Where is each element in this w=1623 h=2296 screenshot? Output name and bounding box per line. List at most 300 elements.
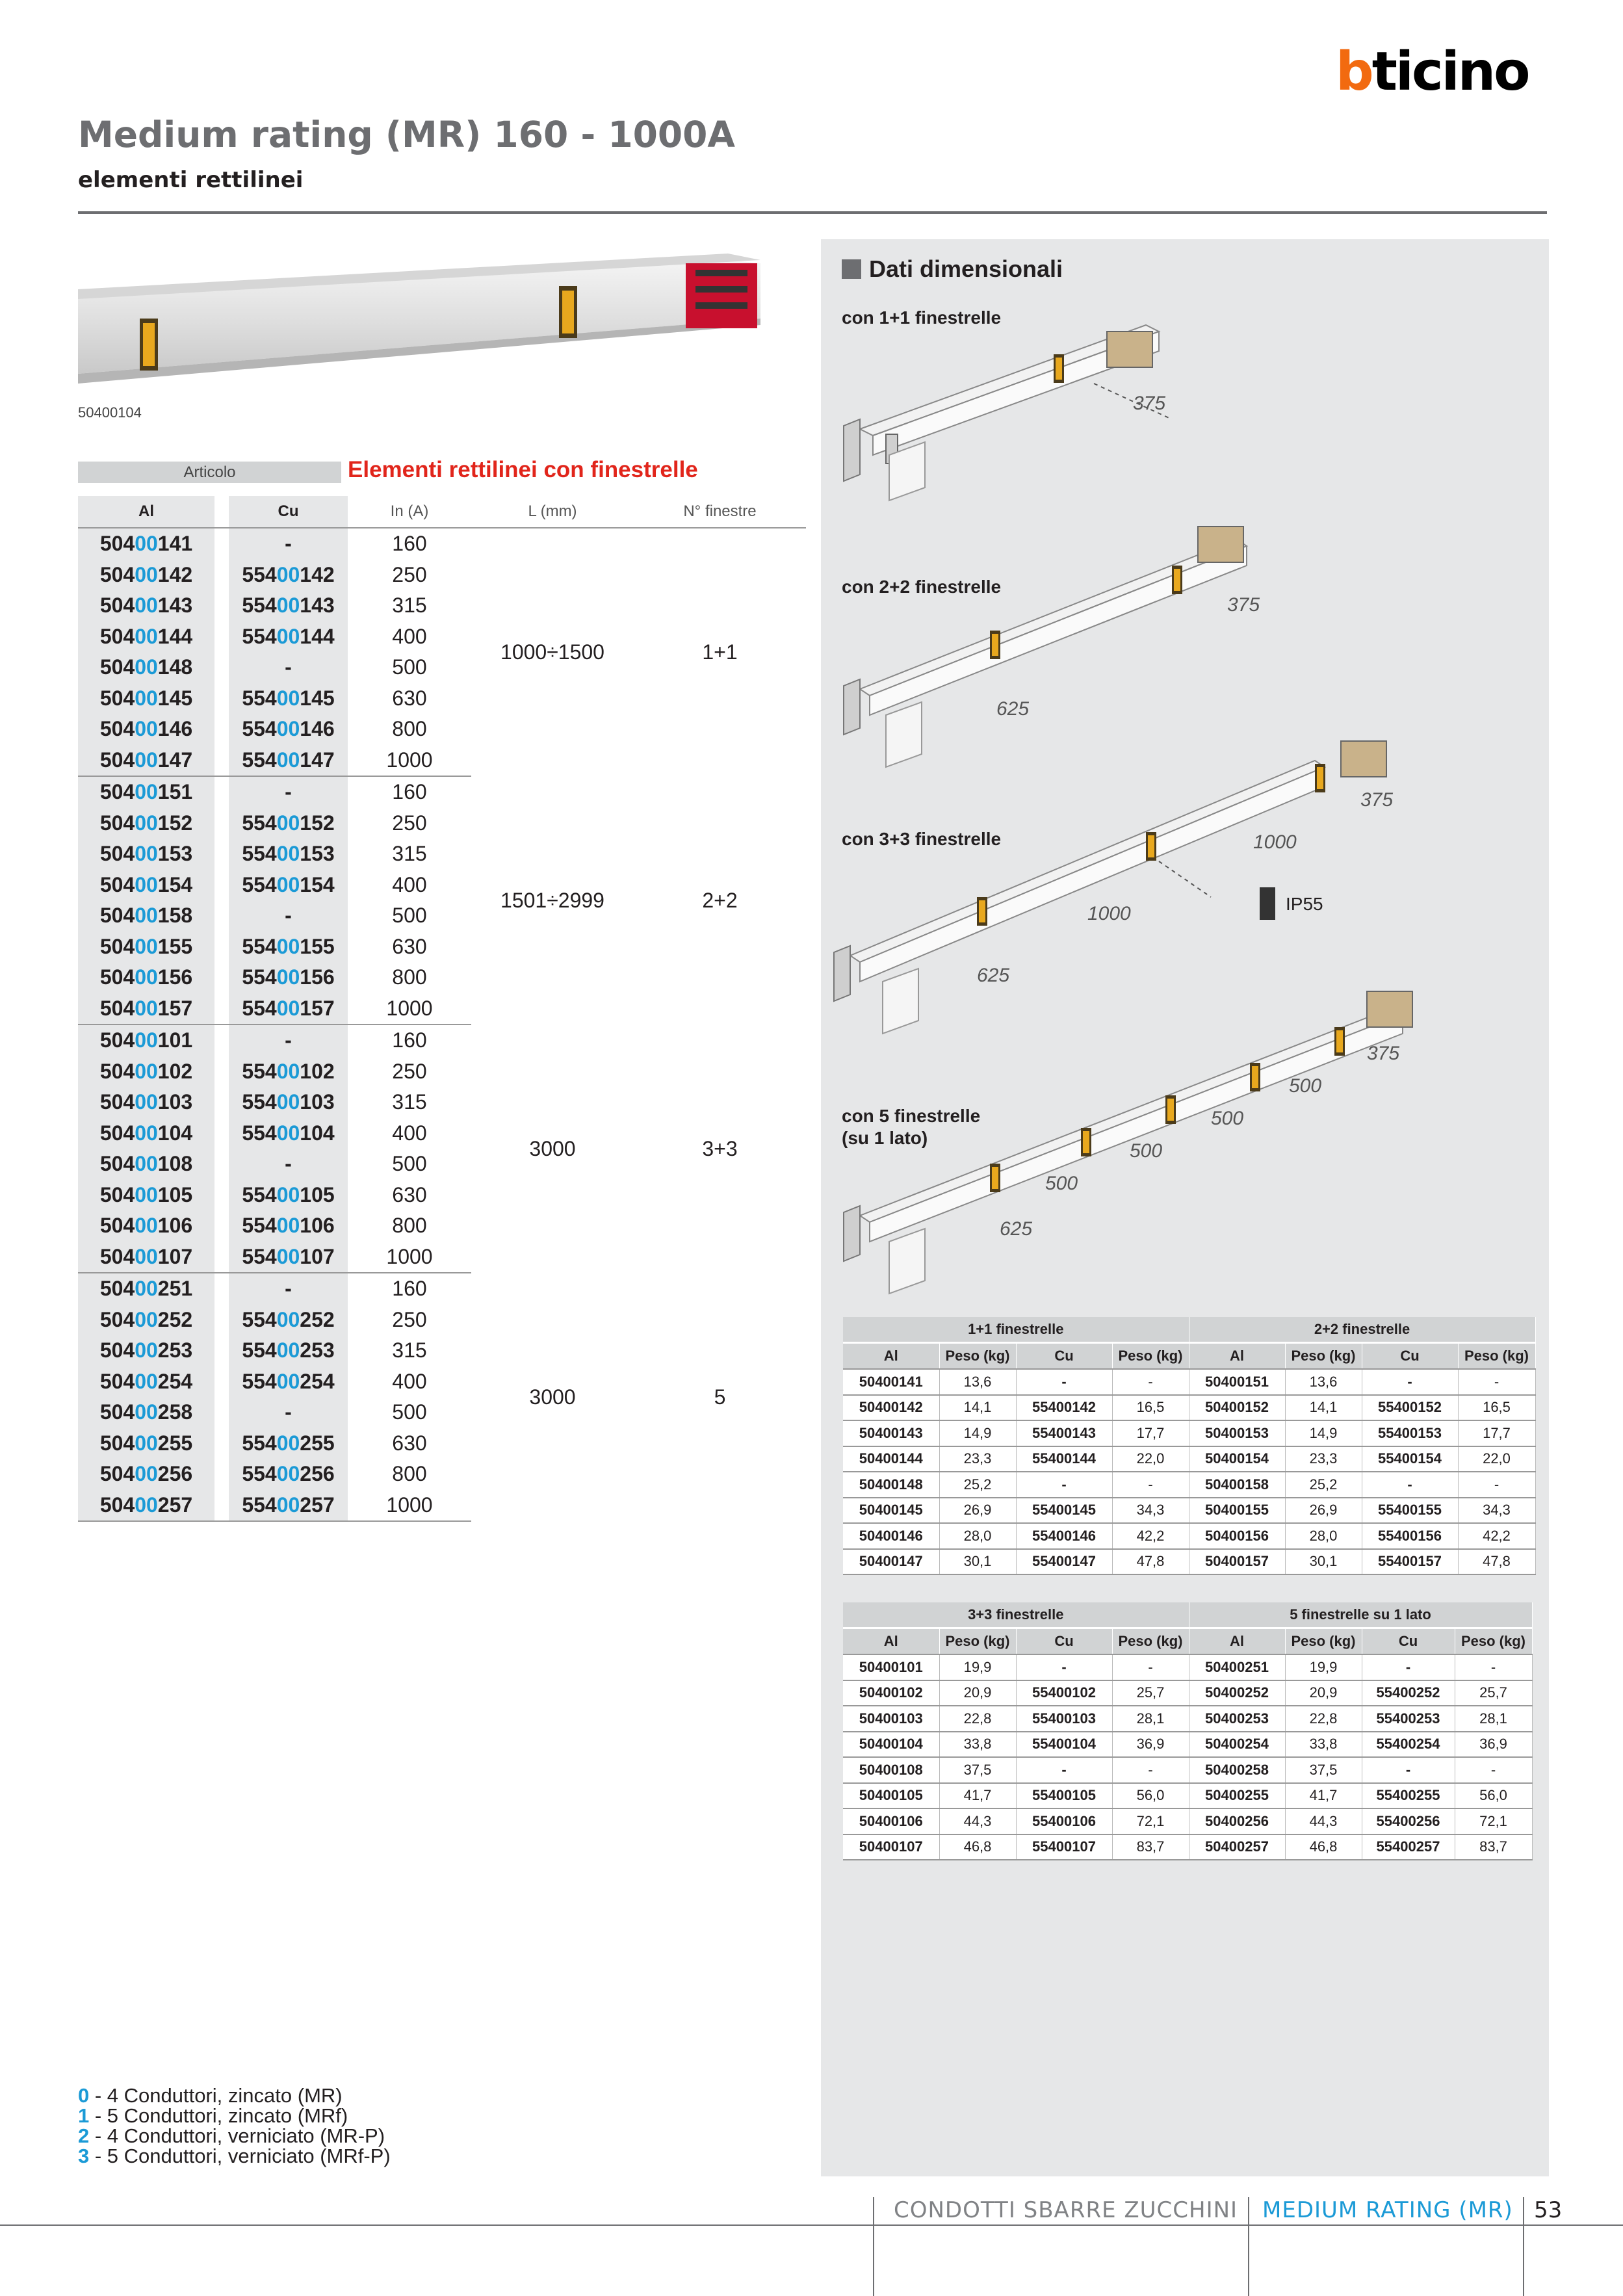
drawing-1plus1 (844, 325, 1172, 501)
al-code: 50400155 (78, 932, 214, 963)
cu-code: 55400105 (229, 1180, 348, 1211)
col-windows: N° finestre (634, 496, 806, 528)
weight-cell: 37,5 (939, 1757, 1016, 1783)
bticino-logo: bticino (1336, 41, 1529, 103)
code-cell: 50400101 (843, 1654, 939, 1680)
code-cell: 55400106 (1016, 1808, 1112, 1834)
dim-375-2: 375 (1227, 594, 1260, 616)
code-cell: 50400145 (843, 1498, 939, 1524)
code-cell: 50400158 (1189, 1472, 1285, 1498)
weight-cell: 14,1 (939, 1395, 1016, 1421)
rating-value: 160 (392, 532, 427, 556)
table-row (843, 1523, 1535, 1549)
caption-3plus3: con 3+3 finestrelle (842, 829, 1002, 849)
code-cell: 50400106 (843, 1808, 939, 1834)
table-row (843, 1834, 1532, 1860)
al-code: 50400108 (78, 1149, 214, 1180)
code-cell: 55400146 (1016, 1523, 1112, 1549)
windows-value: 3+3 (702, 1136, 738, 1160)
weight-cell: 23,3 (939, 1446, 1016, 1472)
code-cell: 50400102 (843, 1680, 939, 1706)
weight-table-1-left-title: 1+1 finestrelle (843, 1317, 1189, 1343)
weight-cell: 23,3 (1285, 1446, 1362, 1472)
weight-cell: 34,3 (1112, 1498, 1189, 1524)
al-code: 50400103 (78, 1087, 214, 1118)
weight-cell: 28,1 (1112, 1706, 1189, 1732)
cu-code: 55400155 (229, 932, 348, 963)
articles-table (78, 496, 806, 1522)
weight-cell: 25,7 (1455, 1680, 1532, 1706)
code-cell: 55400256 (1362, 1808, 1455, 1834)
weight-cell: 30,1 (939, 1549, 1016, 1575)
weight-cell: 22,8 (1285, 1706, 1362, 1732)
code-cell: 50400153 (1189, 1420, 1285, 1446)
weight-cell: 36,9 (1112, 1732, 1189, 1758)
weight-cell: 25,7 (1112, 1680, 1189, 1706)
header-rule (78, 211, 1547, 214)
code-cell: - (1362, 1757, 1455, 1783)
code-cell: 55400154 (1362, 1446, 1458, 1472)
code-cell: 55400155 (1362, 1498, 1458, 1524)
articolo-header: Articolo (78, 462, 341, 483)
rating-value: 1000 (348, 1490, 471, 1522)
weight-cell: 33,8 (939, 1732, 1016, 1758)
code-cell: 55400152 (1362, 1395, 1458, 1421)
dim-500-4c: 500 (1130, 1140, 1163, 1162)
rating-value: 315 (392, 594, 427, 618)
cu-code: 55400104 (229, 1118, 348, 1149)
al-code: 50400251 (78, 1273, 214, 1305)
col-length: L (mm) (471, 496, 634, 528)
rating-value: 500 (392, 1400, 427, 1424)
al-code: 50400257 (78, 1490, 214, 1522)
table-row (78, 776, 806, 808)
table-row (843, 1549, 1535, 1575)
weight-cell: 14,9 (939, 1420, 1016, 1446)
cu-code: 55400256 (229, 1459, 348, 1490)
drawing-5 (844, 991, 1412, 1294)
table-row (843, 1498, 1535, 1524)
weight-cell: 14,9 (1285, 1420, 1362, 1446)
table-row (843, 1757, 1532, 1783)
table-row (843, 1706, 1532, 1732)
legend (78, 2085, 391, 2166)
rating-value: 500 (392, 1152, 427, 1176)
weight-cell: - (1455, 1757, 1532, 1783)
weight-cell: 19,9 (939, 1654, 1016, 1680)
code-cell: 55400142 (1016, 1395, 1112, 1421)
code-cell: 50400251 (1189, 1654, 1285, 1680)
table-row (843, 1680, 1532, 1706)
windows-value: 5 (714, 1385, 726, 1409)
cu-code: 55400145 (229, 683, 348, 714)
weight-cell: - (1112, 1369, 1189, 1395)
code-cell: 55400104 (1016, 1732, 1112, 1758)
rating-value: 160 (392, 780, 427, 804)
cu-code: - (229, 1149, 348, 1180)
code-cell: 50400148 (843, 1472, 939, 1498)
code-cell: 50400141 (843, 1369, 939, 1395)
al-code: 50400107 (78, 1242, 214, 1273)
articles-table-header (78, 496, 806, 528)
table-row (843, 1783, 1532, 1809)
drawing-2plus2 (844, 527, 1260, 767)
code-cell: 50400108 (843, 1757, 939, 1783)
code-cell: 50400104 (843, 1732, 939, 1758)
al-code: 50400146 (78, 714, 214, 745)
rating-value: 250 (392, 811, 427, 835)
table-row (843, 1395, 1535, 1421)
legend-item: 2 - 4 Conduttori, verniciato (MR-P) (78, 2124, 385, 2147)
code-cell: 50400103 (843, 1706, 939, 1732)
weight-cell: 33,8 (1285, 1732, 1362, 1758)
al-code: 50400157 (78, 993, 214, 1025)
weight-cell: 20,9 (1285, 1680, 1362, 1706)
weight-cell: 46,8 (939, 1834, 1016, 1860)
code-cell: 55400157 (1362, 1549, 1458, 1575)
cu-code: - (229, 1273, 348, 1305)
photo-caption: 50400104 (78, 404, 142, 421)
code-cell: 55400103 (1016, 1706, 1112, 1732)
code-cell: 50400151 (1189, 1369, 1285, 1395)
code-cell: 55400105 (1016, 1783, 1112, 1809)
table-row (78, 1024, 806, 1056)
drawing-3plus3 (834, 741, 1393, 1034)
weight-table-2-left-title: 3+3 finestrelle (843, 1602, 1189, 1628)
code-cell: 55400257 (1362, 1834, 1455, 1860)
dim-500-4b: 500 (1211, 1108, 1244, 1129)
weight-cell: 72,1 (1455, 1808, 1532, 1834)
weight-cell: 17,7 (1458, 1420, 1535, 1446)
al-code: 50400143 (78, 590, 214, 621)
cu-code: 55400255 (229, 1428, 348, 1459)
cu-code: - (229, 528, 348, 560)
weight-cell: 44,3 (939, 1808, 1016, 1834)
rating-value: 630 (392, 686, 427, 710)
cu-code: 55400153 (229, 839, 348, 870)
footer-rule (0, 2224, 1623, 2226)
cu-code: - (229, 1024, 348, 1056)
rating-value: 250 (392, 1059, 427, 1083)
code-cell: 50400152 (1189, 1395, 1285, 1421)
cu-code: 55400152 (229, 808, 348, 839)
caption-5: con 5 finestrelle (842, 1106, 981, 1126)
weight-cell: 47,8 (1112, 1549, 1189, 1575)
code-cell: 50400157 (1189, 1549, 1285, 1575)
rating-value: 400 (392, 624, 427, 648)
dim-625-2: 625 (996, 698, 1030, 720)
code-cell: 55400143 (1016, 1420, 1112, 1446)
rating-value: 800 (392, 1214, 427, 1238)
cu-code: 55400143 (229, 590, 348, 621)
al-code: 50400102 (78, 1056, 214, 1088)
code-cell: 50400154 (1189, 1446, 1285, 1472)
weight-cell: 47,8 (1458, 1549, 1535, 1575)
al-code: 50400144 (78, 621, 214, 653)
weight-cell: 46,8 (1285, 1834, 1362, 1860)
weight-cell: 72,1 (1112, 1808, 1189, 1834)
cu-code: 55400156 (229, 962, 348, 993)
weight-cell: 16,5 (1458, 1395, 1535, 1421)
code-cell: 55400253 (1362, 1706, 1455, 1732)
weight-cell: - (1112, 1472, 1189, 1498)
cu-code: 55400147 (229, 745, 348, 777)
al-code: 50400253 (78, 1335, 214, 1366)
rating-value: 315 (392, 842, 427, 866)
code-cell: 50400258 (1189, 1757, 1285, 1783)
dim-375-1: 375 (1133, 393, 1166, 414)
weight-cell: 41,7 (939, 1783, 1016, 1809)
al-code: 50400141 (78, 528, 214, 560)
rating-value: 1000 (348, 745, 471, 777)
weight-cell: - (1112, 1654, 1189, 1680)
code-cell: 55400255 (1362, 1783, 1455, 1809)
cu-code: - (229, 1397, 348, 1428)
weight-cell: 19,9 (1285, 1654, 1362, 1680)
weight-cell: 37,5 (1285, 1757, 1362, 1783)
al-code: 50400151 (78, 776, 214, 808)
weight-cell: 56,0 (1112, 1783, 1189, 1809)
weight-cell: - (1455, 1654, 1532, 1680)
code-cell: 50400107 (843, 1834, 939, 1860)
dimensional-drawings (821, 260, 1549, 1300)
weight-cell: 42,2 (1112, 1523, 1189, 1549)
rating-value: 630 (392, 934, 427, 958)
weight-cell: - (1458, 1472, 1535, 1498)
table-row (78, 528, 806, 560)
al-code: 50400154 (78, 870, 214, 901)
al-code: 50400252 (78, 1305, 214, 1336)
legend-item: 0 - 4 Conduttori, zincato (MR) (78, 2084, 343, 2107)
weight-cell: 22,8 (939, 1706, 1016, 1732)
cu-code: 55400254 (229, 1366, 348, 1398)
rating-value: 160 (392, 1277, 427, 1301)
code-cell: 50400257 (1189, 1834, 1285, 1860)
length-value: 1000÷1500 (500, 640, 604, 664)
code-cell: 55400147 (1016, 1549, 1112, 1575)
code-cell: 50400147 (843, 1549, 939, 1575)
al-code: 50400148 (78, 652, 214, 683)
weight-table-1: 1+1 finestrelle 2+2 finestrelle Al Peso (kg) Cu Peso (kg) Al Peso (kg) Cu Peso (kg) 50400141 13,6 - - 50400151 13,6 - - 50400142 14,1 55400142 16,5 50400152 14,1 55400152 16,5 50400143 14,9 55400143 17,7 50400153 14,9 55400153 17,7 50400144 23,3 55400144 22,0 50400154 23,3 55400154 22,0 50400148 25,2 - - 50400158 25,2 - - 50400145 26,9 55400145 34,3 50400155 26,9 55400155 34,3 50400146 28,0 55400146 42,2 50400156 28,0 55400156 42,2 50400147 30,1 55400147 47,8 50400157 30,1 55400157 47,8 (843, 1317, 1536, 1575)
dim-1000-3a: 1000 (1253, 831, 1297, 853)
weight-cell: 25,2 (939, 1472, 1016, 1498)
al-code: 50400254 (78, 1366, 214, 1398)
length-value: 1501÷2999 (500, 888, 604, 912)
code-cell: 55400107 (1016, 1834, 1112, 1860)
weight-cell: 13,6 (1285, 1369, 1362, 1395)
weight-cell: 17,7 (1112, 1420, 1189, 1446)
weight-cell: 83,7 (1455, 1834, 1532, 1860)
dim-1000-3b: 1000 (1087, 903, 1131, 924)
col-in: In (A) (348, 496, 471, 528)
table-row (843, 1808, 1532, 1834)
code-cell: - (1016, 1757, 1112, 1783)
weight-cell: 26,9 (939, 1498, 1016, 1524)
cu-code: 55400107 (229, 1242, 348, 1273)
code-cell: 50400146 (843, 1523, 939, 1549)
dim-500-4a: 500 (1289, 1075, 1322, 1097)
weight-cell: - (1458, 1369, 1535, 1395)
dim-625-4: 625 (1000, 1218, 1033, 1240)
cu-code: 55400144 (229, 621, 348, 653)
rating-value: 400 (392, 1121, 427, 1145)
footer-divider (1248, 2197, 1249, 2296)
footer-divider (1523, 2197, 1524, 2296)
code-cell: 50400142 (843, 1395, 939, 1421)
legend-item: 3 - 5 Conduttori, verniciato (MRf-P) (78, 2145, 391, 2167)
al-code: 50400256 (78, 1459, 214, 1490)
weight-cell: 22,0 (1112, 1446, 1189, 1472)
rating-value: 630 (392, 1431, 427, 1455)
rating-value: 500 (392, 655, 427, 679)
al-code: 50400106 (78, 1210, 214, 1242)
code-cell: 50400254 (1189, 1732, 1285, 1758)
al-code: 50400258 (78, 1397, 214, 1428)
dim-375-4: 375 (1367, 1043, 1400, 1064)
footer-divider (873, 2197, 874, 2296)
weight-cell: 41,7 (1285, 1783, 1362, 1809)
rating-value: 800 (392, 965, 427, 989)
code-cell: - (1362, 1472, 1458, 1498)
rating-value: 800 (392, 717, 427, 741)
code-cell: - (1016, 1369, 1112, 1395)
cu-code: 55400103 (229, 1087, 348, 1118)
weight-cell: 44,3 (1285, 1808, 1362, 1834)
code-cell: - (1016, 1472, 1112, 1498)
code-cell: 50400256 (1189, 1808, 1285, 1834)
cu-code: - (229, 900, 348, 932)
weight-cell: 13,6 (939, 1369, 1016, 1395)
rating-value: 315 (392, 1090, 427, 1114)
windows-value: 2+2 (702, 888, 738, 912)
cu-code: 55400257 (229, 1490, 348, 1522)
cu-code: - (229, 776, 348, 808)
al-code: 50400101 (78, 1024, 214, 1056)
al-code: 50400156 (78, 962, 214, 993)
al-code: 50400147 (78, 745, 214, 777)
code-cell: 50400253 (1189, 1706, 1285, 1732)
cu-code: 55400253 (229, 1335, 348, 1366)
code-cell: 55400254 (1362, 1732, 1455, 1758)
caption-5-side: (su 1 lato) (842, 1128, 928, 1148)
al-code: 50400105 (78, 1180, 214, 1211)
table-row (843, 1654, 1532, 1680)
length-value: 3000 (529, 1136, 576, 1160)
rating-value: 500 (392, 904, 427, 928)
col-al: Al (78, 496, 214, 528)
weight-cell: 28,0 (939, 1523, 1016, 1549)
table-row (843, 1732, 1532, 1758)
al-code: 50400104 (78, 1118, 214, 1149)
footer-section-label: CONDOTTI SBARRE ZUCCHINI (894, 2197, 1238, 2223)
weight-cell: 28,1 (1455, 1706, 1532, 1732)
page-number: 53 (1534, 2197, 1563, 2223)
table-row (843, 1369, 1535, 1395)
busbar-photo (78, 250, 806, 397)
code-cell: - (1362, 1654, 1455, 1680)
legend-item: 1 - 5 Conduttori, zincato (MRf) (78, 2104, 348, 2127)
code-cell: 55400153 (1362, 1420, 1458, 1446)
page-title: Medium rating (MR) 160 - 1000A (78, 114, 736, 155)
code-cell: 50400143 (843, 1420, 939, 1446)
dim-625-3: 625 (977, 965, 1010, 986)
code-cell: - (1016, 1654, 1112, 1680)
cu-code: - (229, 652, 348, 683)
cu-code: 55400146 (229, 714, 348, 745)
weight-cell: 30,1 (1285, 1549, 1362, 1575)
weight-cell: 36,9 (1455, 1732, 1532, 1758)
weight-cell: 22,0 (1458, 1446, 1535, 1472)
rating-value: 250 (392, 1307, 427, 1331)
code-cell: 50400144 (843, 1446, 939, 1472)
weight-cell: 42,2 (1458, 1523, 1535, 1549)
weight-cell: 20,9 (939, 1680, 1016, 1706)
code-cell: 50400155 (1189, 1498, 1285, 1524)
weight-table-1-right-title: 2+2 finestrelle (1189, 1317, 1535, 1343)
weight-table-2: 3+3 finestrelle 5 finestrelle su 1 lato Al Peso (kg) Cu Peso (kg) Al Peso (kg) Cu Peso (kg) 50400101 19,9 - - 50400251 19,9 - - 50400102 20,9 55400102 25,7 50400252 20,9 55400252 25,7 50400103 22,8 55400103 28,1 50400253 22,8 55400253 28,1 50400104 33,8 55400104 36,9 50400254 33,8 55400254 36,9 50400108 37,5 - - 50400258 37,5 - - 50400105 41,7 55400105 56,0 50400255 41,7 55400255 56,0 50400106 44,3 55400106 72,1 50400256 44,3 55400256 72,1 50400107 46,8 55400107 83,7 50400257 46,8 55400257 83,7 (843, 1602, 1533, 1860)
page-subtitle: elementi rettilinei (78, 167, 304, 193)
code-cell: - (1362, 1369, 1458, 1395)
footer-chapter-label: MEDIUM RATING (MR) (1262, 2197, 1513, 2223)
weight-cell: 56,0 (1455, 1783, 1532, 1809)
cu-code: 55400252 (229, 1305, 348, 1336)
table-row (843, 1472, 1535, 1498)
rating-value: 1000 (348, 1242, 471, 1273)
cu-code: 55400106 (229, 1210, 348, 1242)
rating-value: 800 (392, 1462, 427, 1486)
col-cu: Cu (229, 496, 348, 528)
rating-value: 630 (392, 1182, 427, 1207)
rating-value: 400 (392, 872, 427, 896)
length-value: 3000 (529, 1385, 576, 1409)
dim-500-4d: 500 (1045, 1173, 1078, 1194)
main-table-title: Elementi rettilinei con finestrelle (348, 457, 698, 482)
table-row (78, 1273, 806, 1305)
code-cell: 50400156 (1189, 1523, 1285, 1549)
dimensional-title: Dati dimensionali (842, 255, 1063, 283)
weight-cell: 14,1 (1285, 1395, 1362, 1421)
weight-table-2-right-title: 5 finestrelle su 1 lato (1189, 1602, 1532, 1628)
code-cell: 50400255 (1189, 1783, 1285, 1809)
rating-value: 400 (392, 1369, 427, 1393)
windows-value: 1+1 (702, 640, 738, 664)
weight-cell: 34,3 (1458, 1498, 1535, 1524)
al-code: 50400255 (78, 1428, 214, 1459)
weight-cell: 16,5 (1112, 1395, 1189, 1421)
rating-value: 315 (392, 1338, 427, 1363)
code-cell: 55400156 (1362, 1523, 1458, 1549)
cu-code: 55400154 (229, 870, 348, 901)
weight-cell: 83,7 (1112, 1834, 1189, 1860)
code-cell: 55400144 (1016, 1446, 1112, 1472)
code-cell: 55400102 (1016, 1680, 1112, 1706)
dim-375-3: 375 (1360, 789, 1394, 811)
weight-cell: 25,2 (1285, 1472, 1362, 1498)
code-cell: 55400145 (1016, 1498, 1112, 1524)
rating-value: 250 (392, 562, 427, 586)
cu-code: 55400142 (229, 560, 348, 591)
al-code: 50400153 (78, 839, 214, 870)
al-code: 50400158 (78, 900, 214, 932)
al-code: 50400142 (78, 560, 214, 591)
cu-code: 55400157 (229, 993, 348, 1025)
table-row (843, 1420, 1535, 1446)
code-cell: 55400252 (1362, 1680, 1455, 1706)
table-row (843, 1446, 1535, 1472)
caption-2plus2: con 2+2 finestrelle (842, 577, 1002, 597)
code-cell: 50400252 (1189, 1680, 1285, 1706)
caption-1plus1: con 1+1 finestrelle (842, 307, 1002, 328)
